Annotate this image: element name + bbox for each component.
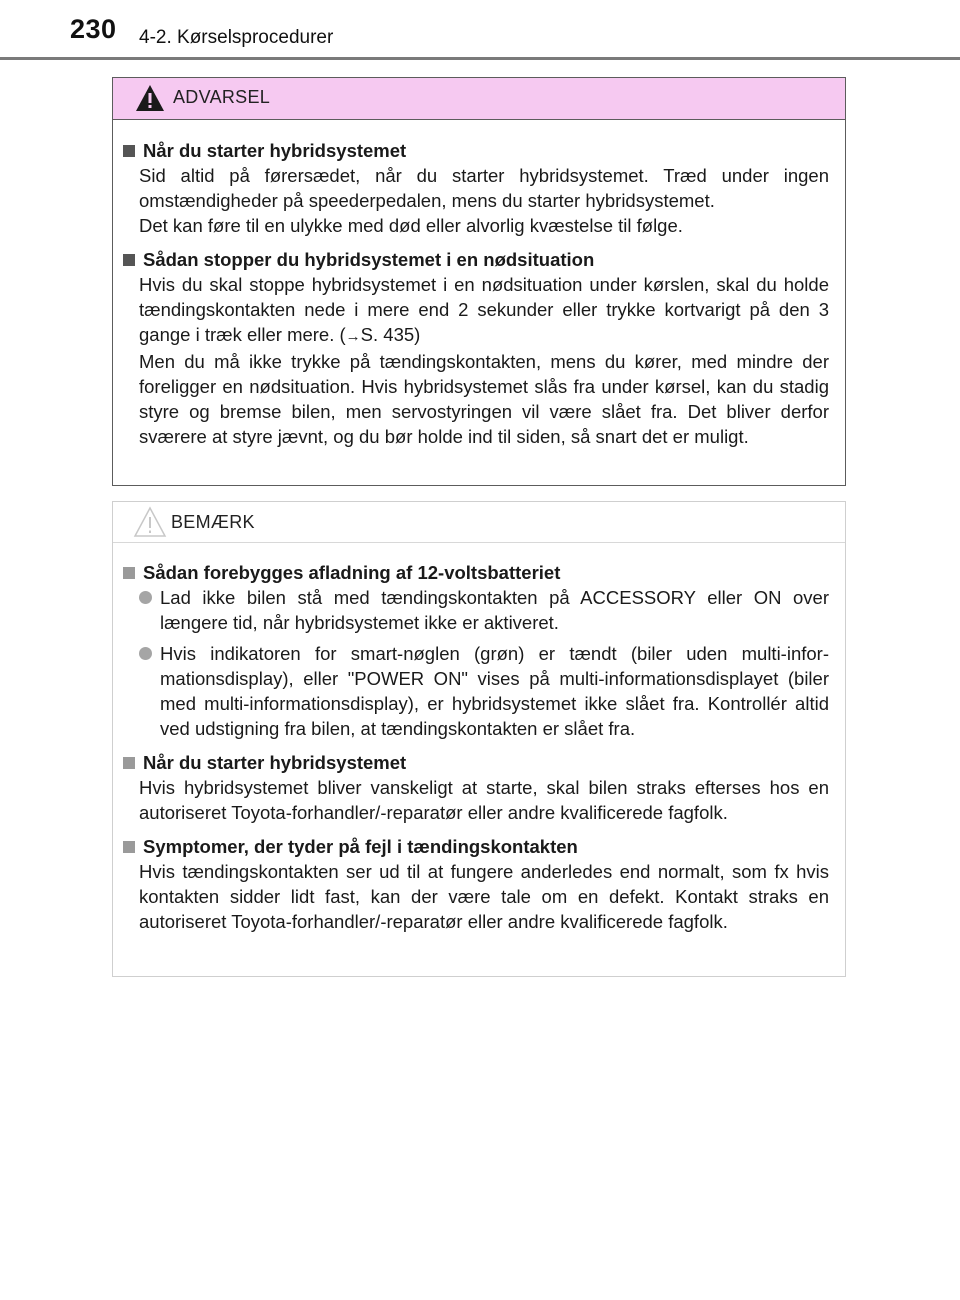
warning-item-title: Sådan stopper du hybridsystemet i en nødsituation [123,247,829,272]
warning-header [113,78,845,120]
notice-box [112,501,846,977]
notice-item [123,834,829,934]
page-number: 230 [70,14,117,44]
bullet-item: Hvis indikatoren for smart-nøglen (grøn) er tændt (biler uden multi-infor-mationsdisplay), eller "POWER ON" vises på multi-informationsdisplayet (biler med multi-informationsdisplay), er hybridsystemet ikke slået fra. Kontrollér altid ved udstigning fra bilen, at tændingskontakten er slået fra. [139,641,829,741]
paragraph: Men du må ikke trykke på tændingskontakten, mens du kører, med mindre der foreligger en nødsituation. Hvis hybridsystemet slås fra under kørsel, kan du stadig styre og bremse bilen, men servostyringen vil være slået fra. Det bliver derfor sværere at styre jævnt, og du bør holde ind til siden, så snart det er muligt. [139,351,829,447]
circle-bullet-icon [139,647,152,660]
warning-item [123,138,829,238]
page-reference-link[interactable]: S. 435) [360,324,421,345]
section-title: 4-2. Kørselsprocedurer [139,27,334,48]
arrow-right-icon: → [345,328,361,345]
notice-item-title: Sådan forebygges afladning af 12-voltsbatteriet [123,560,829,585]
paragraph: Hvis du skal stoppe hybridsystemet i en nødsituation under kørslen, skal du holde tændingskontakten nede i mere end 2 sekunder eller trykke kortvarigt på den 3 gange i træk eller mere. (→S. 435) [139,274,829,345]
square-bullet-icon [123,567,135,579]
notice-item [123,750,829,825]
paragraph: Hvis hybridsystemet bliver vanskeligt at starte, skal bilen straks efterses hos en autoriseret Toyota-forhandler/-reparatør eller andre kvalificerede fagfolk. [139,777,829,823]
notice-item-title: Når du starter hybridsystemet [123,750,829,775]
square-bullet-icon [123,841,135,853]
paragraph: Sid altid på førersædet, når du starter hybridsystemet. Træd under ingen omstændigheder på speederpedalen, mens du starter hybridsystemet. [139,165,829,211]
page-header [0,0,960,62]
header-divider [0,57,960,60]
warning-body [113,120,845,449]
bullet-item: Lad ikke bilen stå med tændingskontakten på ACCESSORY eller ON over længere tid, når hybridsystemet ikke er aktiveret. [139,585,829,635]
circle-bullet-icon [139,591,152,604]
warning-item [123,247,829,449]
paragraph: Det kan føre til en ulykke med død eller alvorlig kvæstelse til følge. [139,215,683,236]
warning-triangle-filled-icon [135,84,165,112]
square-bullet-icon [123,145,135,157]
notice-header [113,502,845,543]
notice-label: BEMÆRK [171,512,255,532]
warning-item-title: Når du starter hybridsystemet [123,138,829,163]
square-bullet-icon [123,757,135,769]
warning-label: ADVARSEL [173,87,271,107]
square-bullet-icon [123,254,135,266]
paragraph: Hvis tændingskontakten ser ud til at fungere anderledes end normalt, som fx hvis kontakten sidder lidt fast, kan der være tale om en defekt. Kontakt straks en autoriseret Toyota-forhandler/-reparatør eller andre kvalificerede fagfolk. [139,861,829,932]
warning-box [112,77,846,486]
warning-triangle-outline-icon [133,506,167,538]
notice-item-title: Symptomer, der tyder på fejl i tændingskontakten [123,834,829,859]
notice-item [123,560,829,741]
notice-body [113,543,845,934]
